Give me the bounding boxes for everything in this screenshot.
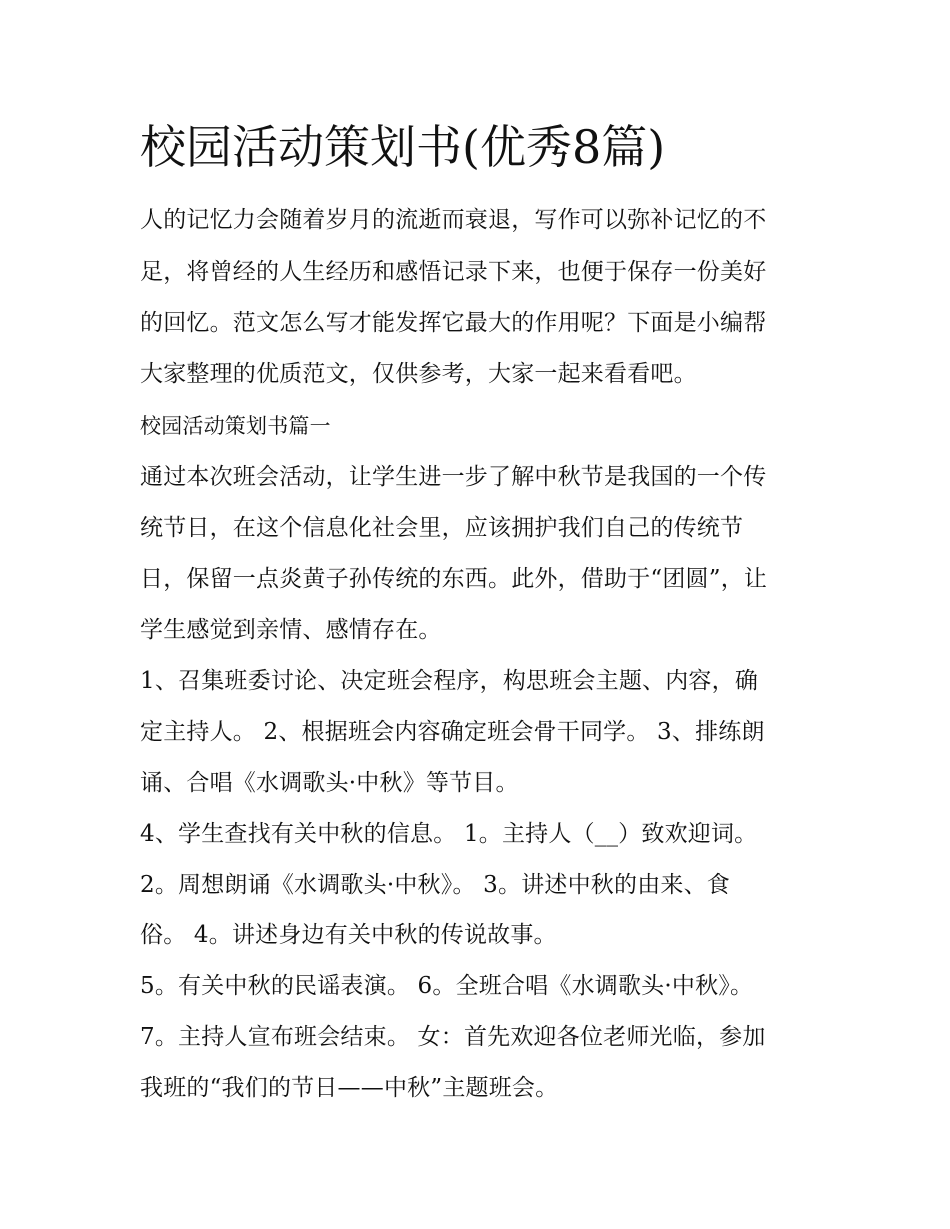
body-line-8: 4、学生查找有关中秋的信息。 1。主持人（__）致欢迎词。 bbox=[140, 821, 758, 847]
body-line-1: 通过本次班会活动，让学生进一步了解中秋节是我国的一个传 bbox=[140, 464, 767, 490]
body-line-12: 7。主持人宣布班会结束。 女：首先欢迎各位老师光临，参加 bbox=[140, 1024, 766, 1050]
intro-line-3: 的回忆。范文怎么写才能发挥它最大的作用呢？下面是小编帮 bbox=[140, 310, 767, 336]
body-line-13: 我班的“我们的节日——中秋”主题班会。 bbox=[140, 1075, 559, 1101]
intro-line-2: 足，将曾经的人生经历和感悟记录下来，也便于保存一份美好 bbox=[140, 259, 767, 285]
intro-line-4: 大家整理的优质范文，仅供参考，大家一起来看看吧。 bbox=[140, 361, 697, 387]
body-line-7: 诵、合唱《水调歌头·中秋》等节目。 bbox=[140, 770, 519, 796]
body-line-6: 定主持人。 2、根据班会内容确定班会骨干同学。 3、排练朗 bbox=[140, 719, 765, 745]
section-heading: 校园活动策划书篇一 bbox=[140, 414, 331, 438]
document-title: 校园活动策划书(优秀8篇) bbox=[140, 120, 666, 174]
body-line-5: 1、召集班委讨论、决定班会程序，构思班会主题、内容，确 bbox=[140, 668, 759, 694]
body-line-11: 5。有关中秋的民谣表演。 6。全班合唱《水调歌头·中秋》。 bbox=[140, 973, 754, 999]
body-line-3: 日，保留一点炎黄子孙传统的东西。此外，借助于“团圆”，让 bbox=[140, 566, 768, 592]
intro-line-1: 人的记忆力会随着岁月的流逝而衰退，写作可以弥补记忆的不 bbox=[140, 207, 767, 233]
body-line-10: 俗。 4。讲述身边有关中秋的传说故事。 bbox=[140, 922, 557, 948]
body-line-2: 统节日，在这个信息化社会里，应该拥护我们自己的传统节 bbox=[140, 515, 744, 541]
body-line-4: 学生感觉到亲情、感情存在。 bbox=[140, 617, 442, 643]
body-line-9: 2。周想朗诵《水调歌头·中秋》。 3。讲述中秋的由来、食 bbox=[140, 872, 730, 898]
